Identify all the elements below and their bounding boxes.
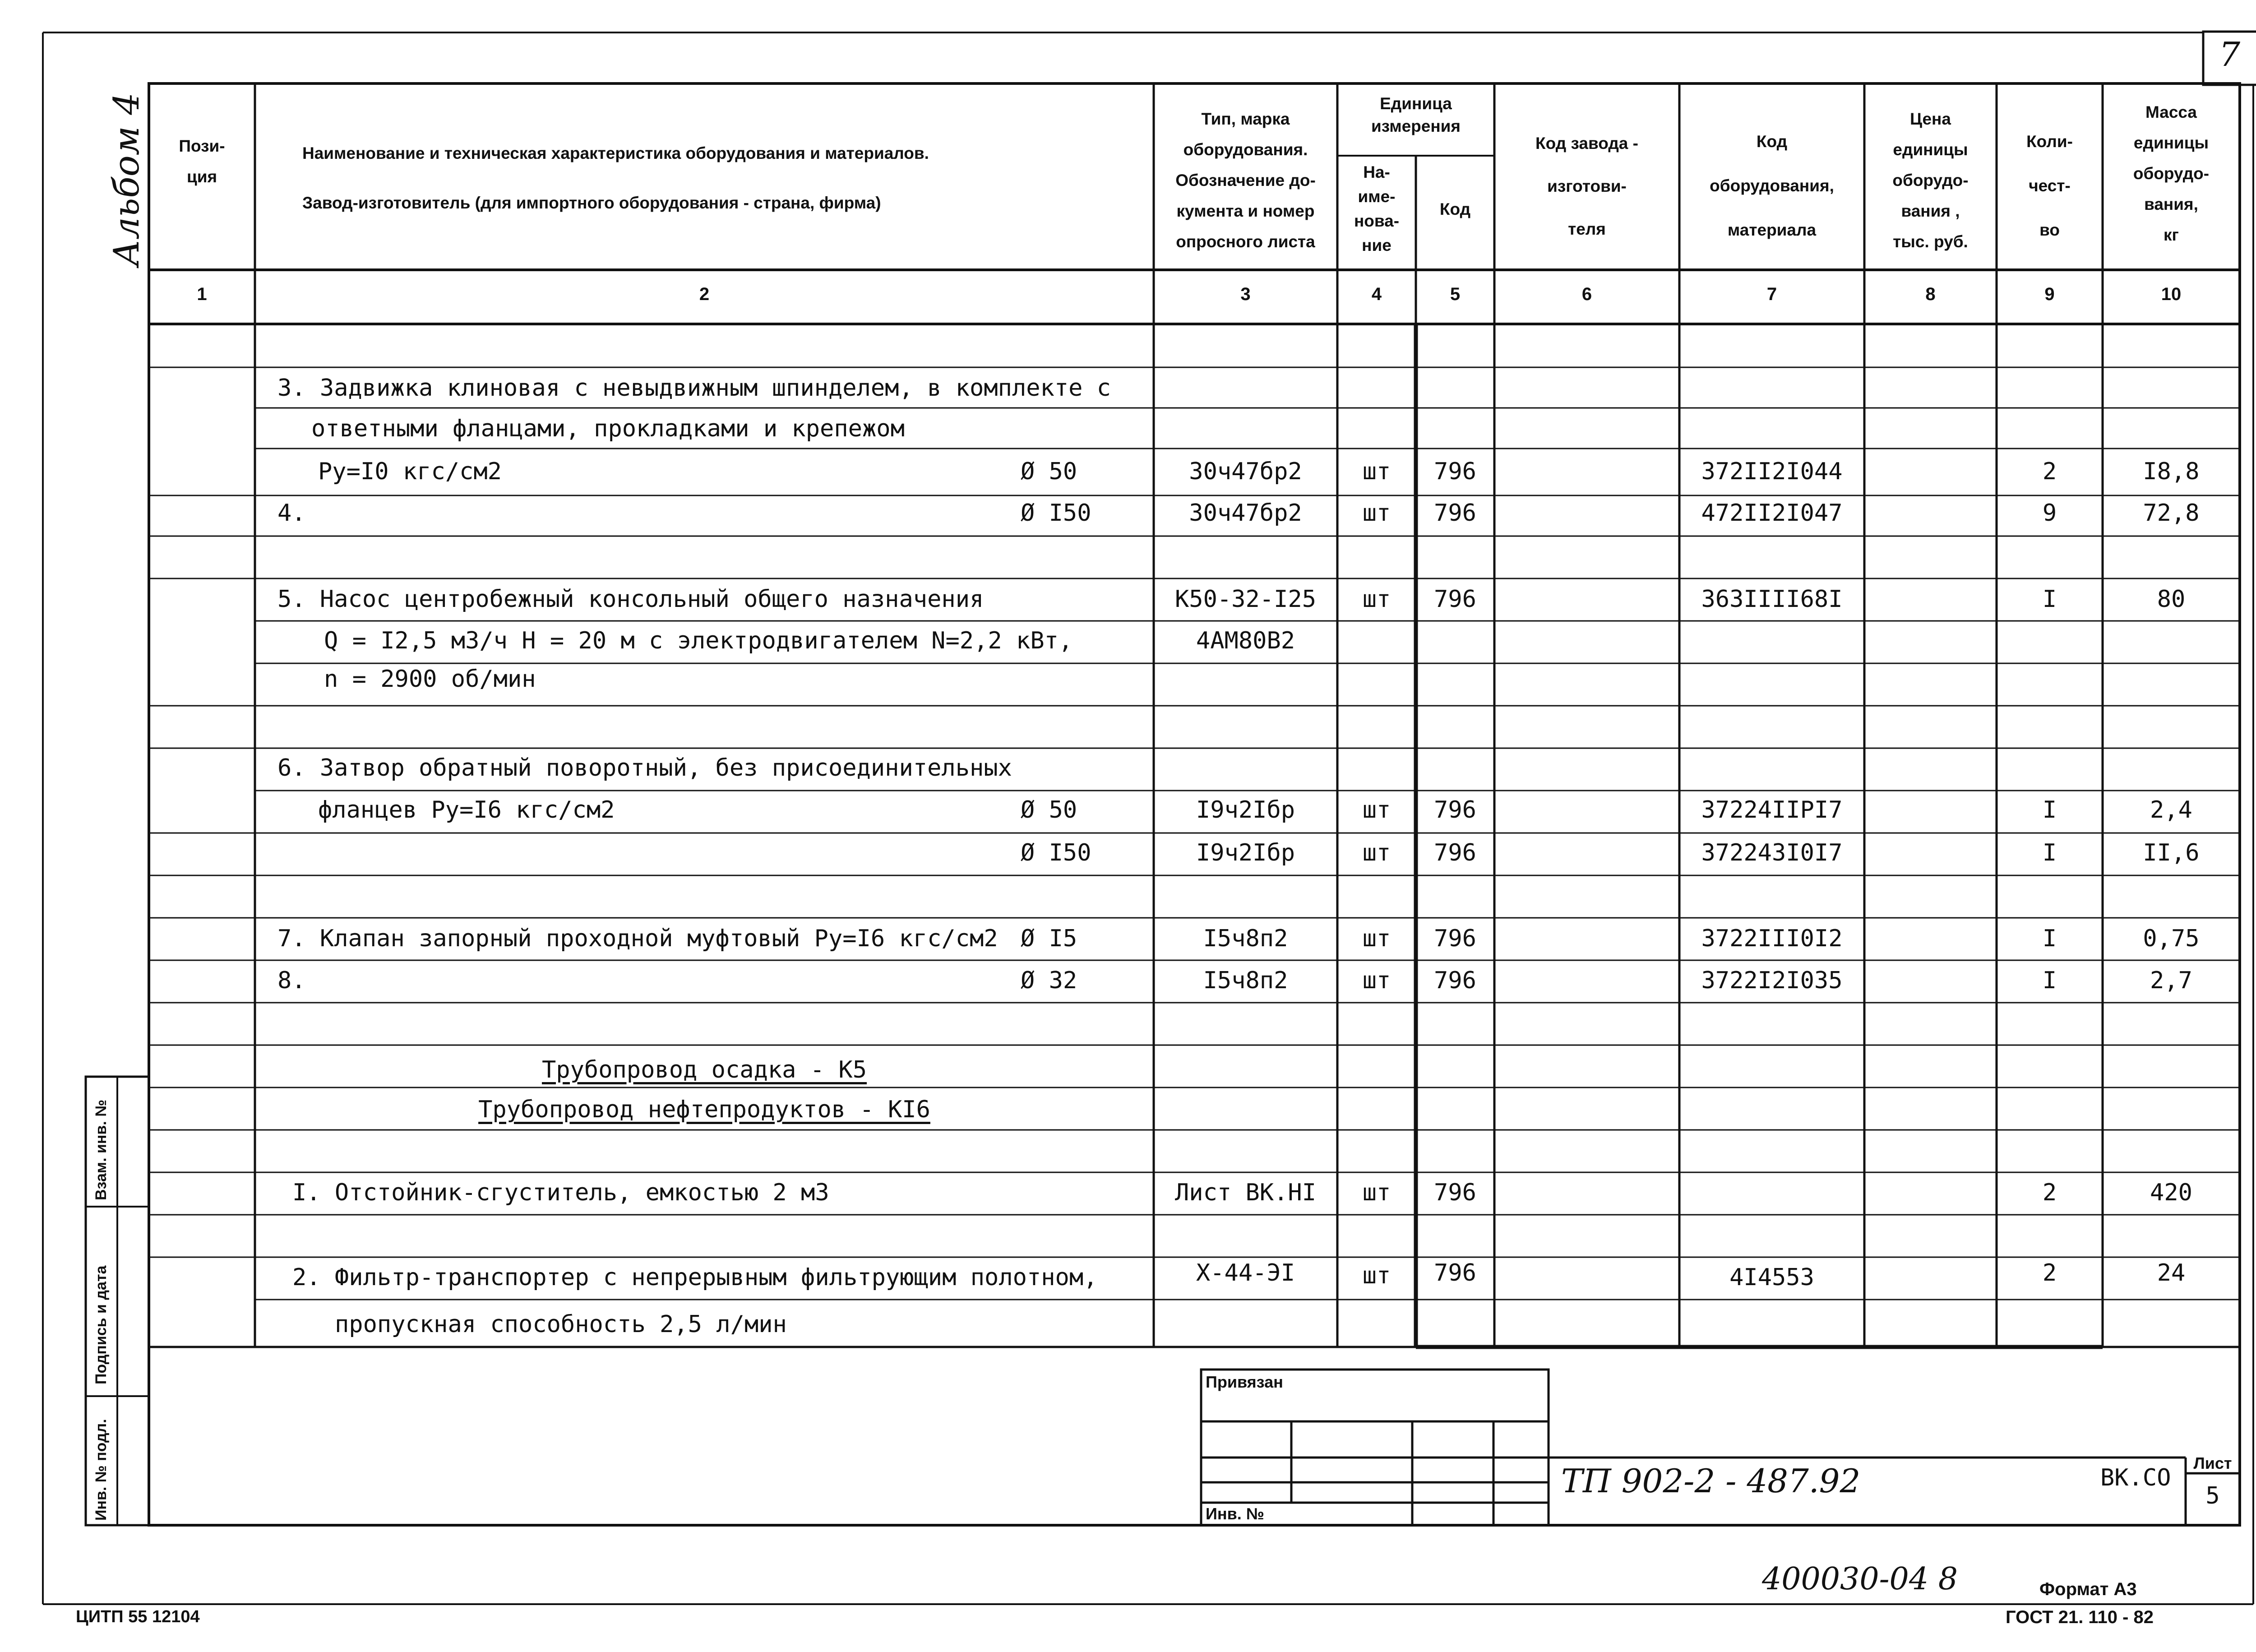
row-mass: 420 [2150,1179,2192,1206]
row-unit: шт [1362,967,1391,994]
side-stamp-inv-podl: Инв. № подл. [92,1419,110,1521]
row-dn: Ø 50 [1021,796,1077,824]
row-unit: шт [1362,796,1391,824]
row-qty: I [2042,925,2057,952]
row-type: Х-44-ЭI [1196,1259,1295,1286]
row-eq-code: 372243I0I7 [1701,839,1843,866]
row-type: К50-32-I25 [1174,586,1317,613]
header-col7-l1: Код [1756,132,1788,151]
row-qty: 2 [2042,1259,2057,1286]
row-unit: шт [1362,1262,1391,1289]
row-name: 7. Клапан запорный проходной муфтовый Ру=I6 кгс/см2 [277,925,998,952]
header-unit-l2: измерения [1371,117,1461,135]
row-item3-l1: 3. Задвижка клиновая с невыдвижным шпинделем, в комплекте с [277,375,1111,402]
header-col3-l3: Обозначение до- [1175,171,1316,190]
album-label: Альбом 4 [106,93,147,266]
header-col3-l5: опросного листа [1176,232,1315,251]
row-type: I9ч2Iбр [1196,796,1295,824]
row-eq-code: 4I4553 [1729,1264,1814,1291]
header-col9-l2: чест- [2029,176,2071,195]
row-mass: 2,7 [2150,967,2192,994]
row-name: I. Отстойник-сгуститель, емкостью 2 м3 [292,1179,829,1206]
header-col1-l2: ция [186,167,217,186]
row-mass: 2,4 [2150,796,2192,824]
header-col7-l2: оборудования, [1710,176,1834,195]
format-label: Формат А3 [2039,1579,2137,1599]
section-title-k5: Трубопровод осадка - К5 [541,1056,867,1083]
row-unit: шт [1362,500,1391,527]
row-type: I5ч8п2 [1203,925,1288,952]
row-qty: 2 [2042,1179,2057,1206]
col-number-7: 7 [1766,284,1777,304]
row-dn: Ø I50 [1021,839,1091,866]
header-col9-l1: Коли- [2026,132,2073,151]
row-code: 796 [1434,500,1476,527]
sheet-corner-number: 7 [2219,35,2241,74]
row-mass: 24 [2157,1259,2186,1286]
header-col10-l2: единицы [2133,134,2209,152]
col-number-5: 5 [1450,284,1461,304]
row-type: 30ч47бр2 [1189,500,1302,527]
col-number-3: 3 [1240,284,1251,304]
col-number-1: 1 [197,284,207,304]
header-unit-l1: Единица [1380,94,1452,113]
row-dn: Ø 32 [1021,967,1077,994]
row-eq-code: 472II2I047 [1701,500,1843,527]
row-dn: Ø 50 [1021,458,1077,485]
row-qty: I [2042,796,2057,824]
row-type: 4АМ80В2 [1196,627,1295,654]
row-name: 5. Насос центробежный консольный общего назначения [277,586,984,613]
row-dn: Ø I5 [1021,925,1077,952]
row-code: 796 [1434,458,1476,485]
stamp-privyazan: Привязан [1206,1373,1283,1391]
row-unit: шт [1362,586,1391,613]
row-eq-code: 3722I2I035 [1701,967,1843,994]
side-stamp-vzam: Взам. инв. № [92,1099,110,1200]
row-item5-l3: n = 2900 об/мин [324,666,536,693]
header-col10-l1: Масса [2145,103,2197,121]
row-qty: 2 [2042,458,2057,485]
header-col4-l4: ние [1362,236,1392,255]
row-type: Лист ВК.НI [1174,1179,1317,1206]
document-code: ТП 902-2 - 487.92 [1561,1462,1861,1500]
row-name: 4. [277,500,306,527]
header-col3-l1: Тип, марка [1201,110,1290,128]
sheet-label: Лист [2193,1454,2232,1472]
header-col9-l3: во [2039,221,2060,239]
row-mass: II,6 [2143,839,2200,866]
header-col6-l1: Код завода - [1535,134,1638,153]
row-qty: I [2042,839,2057,866]
side-stamp-podpis: Подпись и дата [92,1265,110,1384]
row-mass: 72,8 [2143,500,2200,527]
header-col5: Код [1439,200,1471,218]
header-col3-l4: кумента и номер [1176,202,1315,220]
row-code: 796 [1434,796,1476,824]
header-col4-l1: На- [1363,163,1390,181]
header-col6-l2: изготови- [1547,177,1627,195]
header-col4-l3: нова- [1354,212,1400,230]
row-item3-l2: ответными фланцами, прокладками и крепежом [311,415,905,442]
header-col3-l2: оборудования. [1183,140,1308,159]
row-unit: шт [1362,925,1391,952]
row-item2-l2: пропускная способность 2,5 л/мин [335,1311,787,1338]
col-number-6: 6 [1581,284,1592,304]
row-item6-l1: 6. Затвор обратный поворотный, без присоединительных [277,754,1012,782]
col-number-10: 10 [2161,284,2182,304]
row-code: 796 [1434,586,1476,613]
row-dn: Ø I50 [1021,500,1091,527]
row-qty: I [2042,586,2057,613]
col-number-8: 8 [1925,284,1936,304]
row-unit: шт [1362,458,1391,485]
col-number-2: 2 [699,284,710,304]
row-code: 796 [1434,1179,1476,1206]
header-col8-l3: оборудо- [1892,171,1969,190]
header-col8-l4: вания , [1901,202,1960,220]
row-type: 30ч47бр2 [1189,458,1302,485]
row-qty: 9 [2042,500,2057,527]
row-name: 8. [277,967,306,994]
row-code: 796 [1434,967,1476,994]
row-type: I5ч8п2 [1203,967,1288,994]
sheet-number: 5 [2205,1482,2220,1509]
row-qty: I [2042,967,2057,994]
row-code: 796 [1434,839,1476,866]
section-title-k16: Трубопровод нефтепродуктов - КI6 [478,1096,930,1123]
row-eq-code: 372II2I044 [1701,458,1843,485]
row-mass: 0,75 [2143,925,2200,952]
gost-label: ГОСТ 21. 110 - 82 [2006,1607,2154,1627]
section-code: ВК.СО [2100,1464,2171,1491]
header-col8-l5: тыс. руб. [1893,232,1968,251]
col-number-4: 4 [1371,284,1382,304]
row-eq-code: 363IIII68I [1701,586,1843,613]
stamp-inv-no: Инв. № [1206,1504,1264,1523]
row-code: 796 [1434,925,1476,952]
row-eq-code: 37224IIPI7 [1701,796,1843,824]
row-eq-code: 3722III0I2 [1701,925,1843,952]
row-name: Q = I2,5 м3/ч H = 20 м с электродвигателем N=2,2 кВт, [324,627,1073,654]
header-col2-l2: Завод-изготовитель (для импортного оборудования - страна, фирма) [302,194,881,212]
header-col4-l2: име- [1358,187,1396,206]
header-col10-l3: оборудо- [2133,164,2210,183]
header-col8-l1: Цена [1910,110,1951,128]
header-col8-l2: единицы [1893,140,1968,159]
row-code: 796 [1434,1259,1476,1286]
header-col10-l5: кг [2164,226,2179,244]
handwritten-code: 400030-04 8 [1762,1561,1958,1597]
header-col10-l4: вания, [2144,195,2198,213]
header-col1-l1: Пози- [179,137,225,155]
row-mass: I8,8 [2143,458,2200,485]
row-type: I9ч2Iбр [1196,839,1295,866]
col-number-9: 9 [2044,284,2055,304]
row-unit: шт [1362,1179,1391,1206]
citp-label: ЦИТП 55 12104 [76,1607,200,1626]
row-mass: 80 [2157,586,2186,613]
header-col6-l3: теля [1568,220,1606,238]
row-unit: шт [1362,839,1391,866]
row-name: фланцев Ру=I6 кгс/см2 [318,796,615,824]
row-name: 2. Фильтр-транспортер с непрерывным фильтрующим полотном, [292,1264,1098,1291]
header-col2-l1: Наименование и техническая характеристика оборудования и материалов. [302,144,929,162]
header-col7-l3: материала [1727,221,1817,239]
row-name: Ру=I0 кгс/см2 [318,458,502,485]
